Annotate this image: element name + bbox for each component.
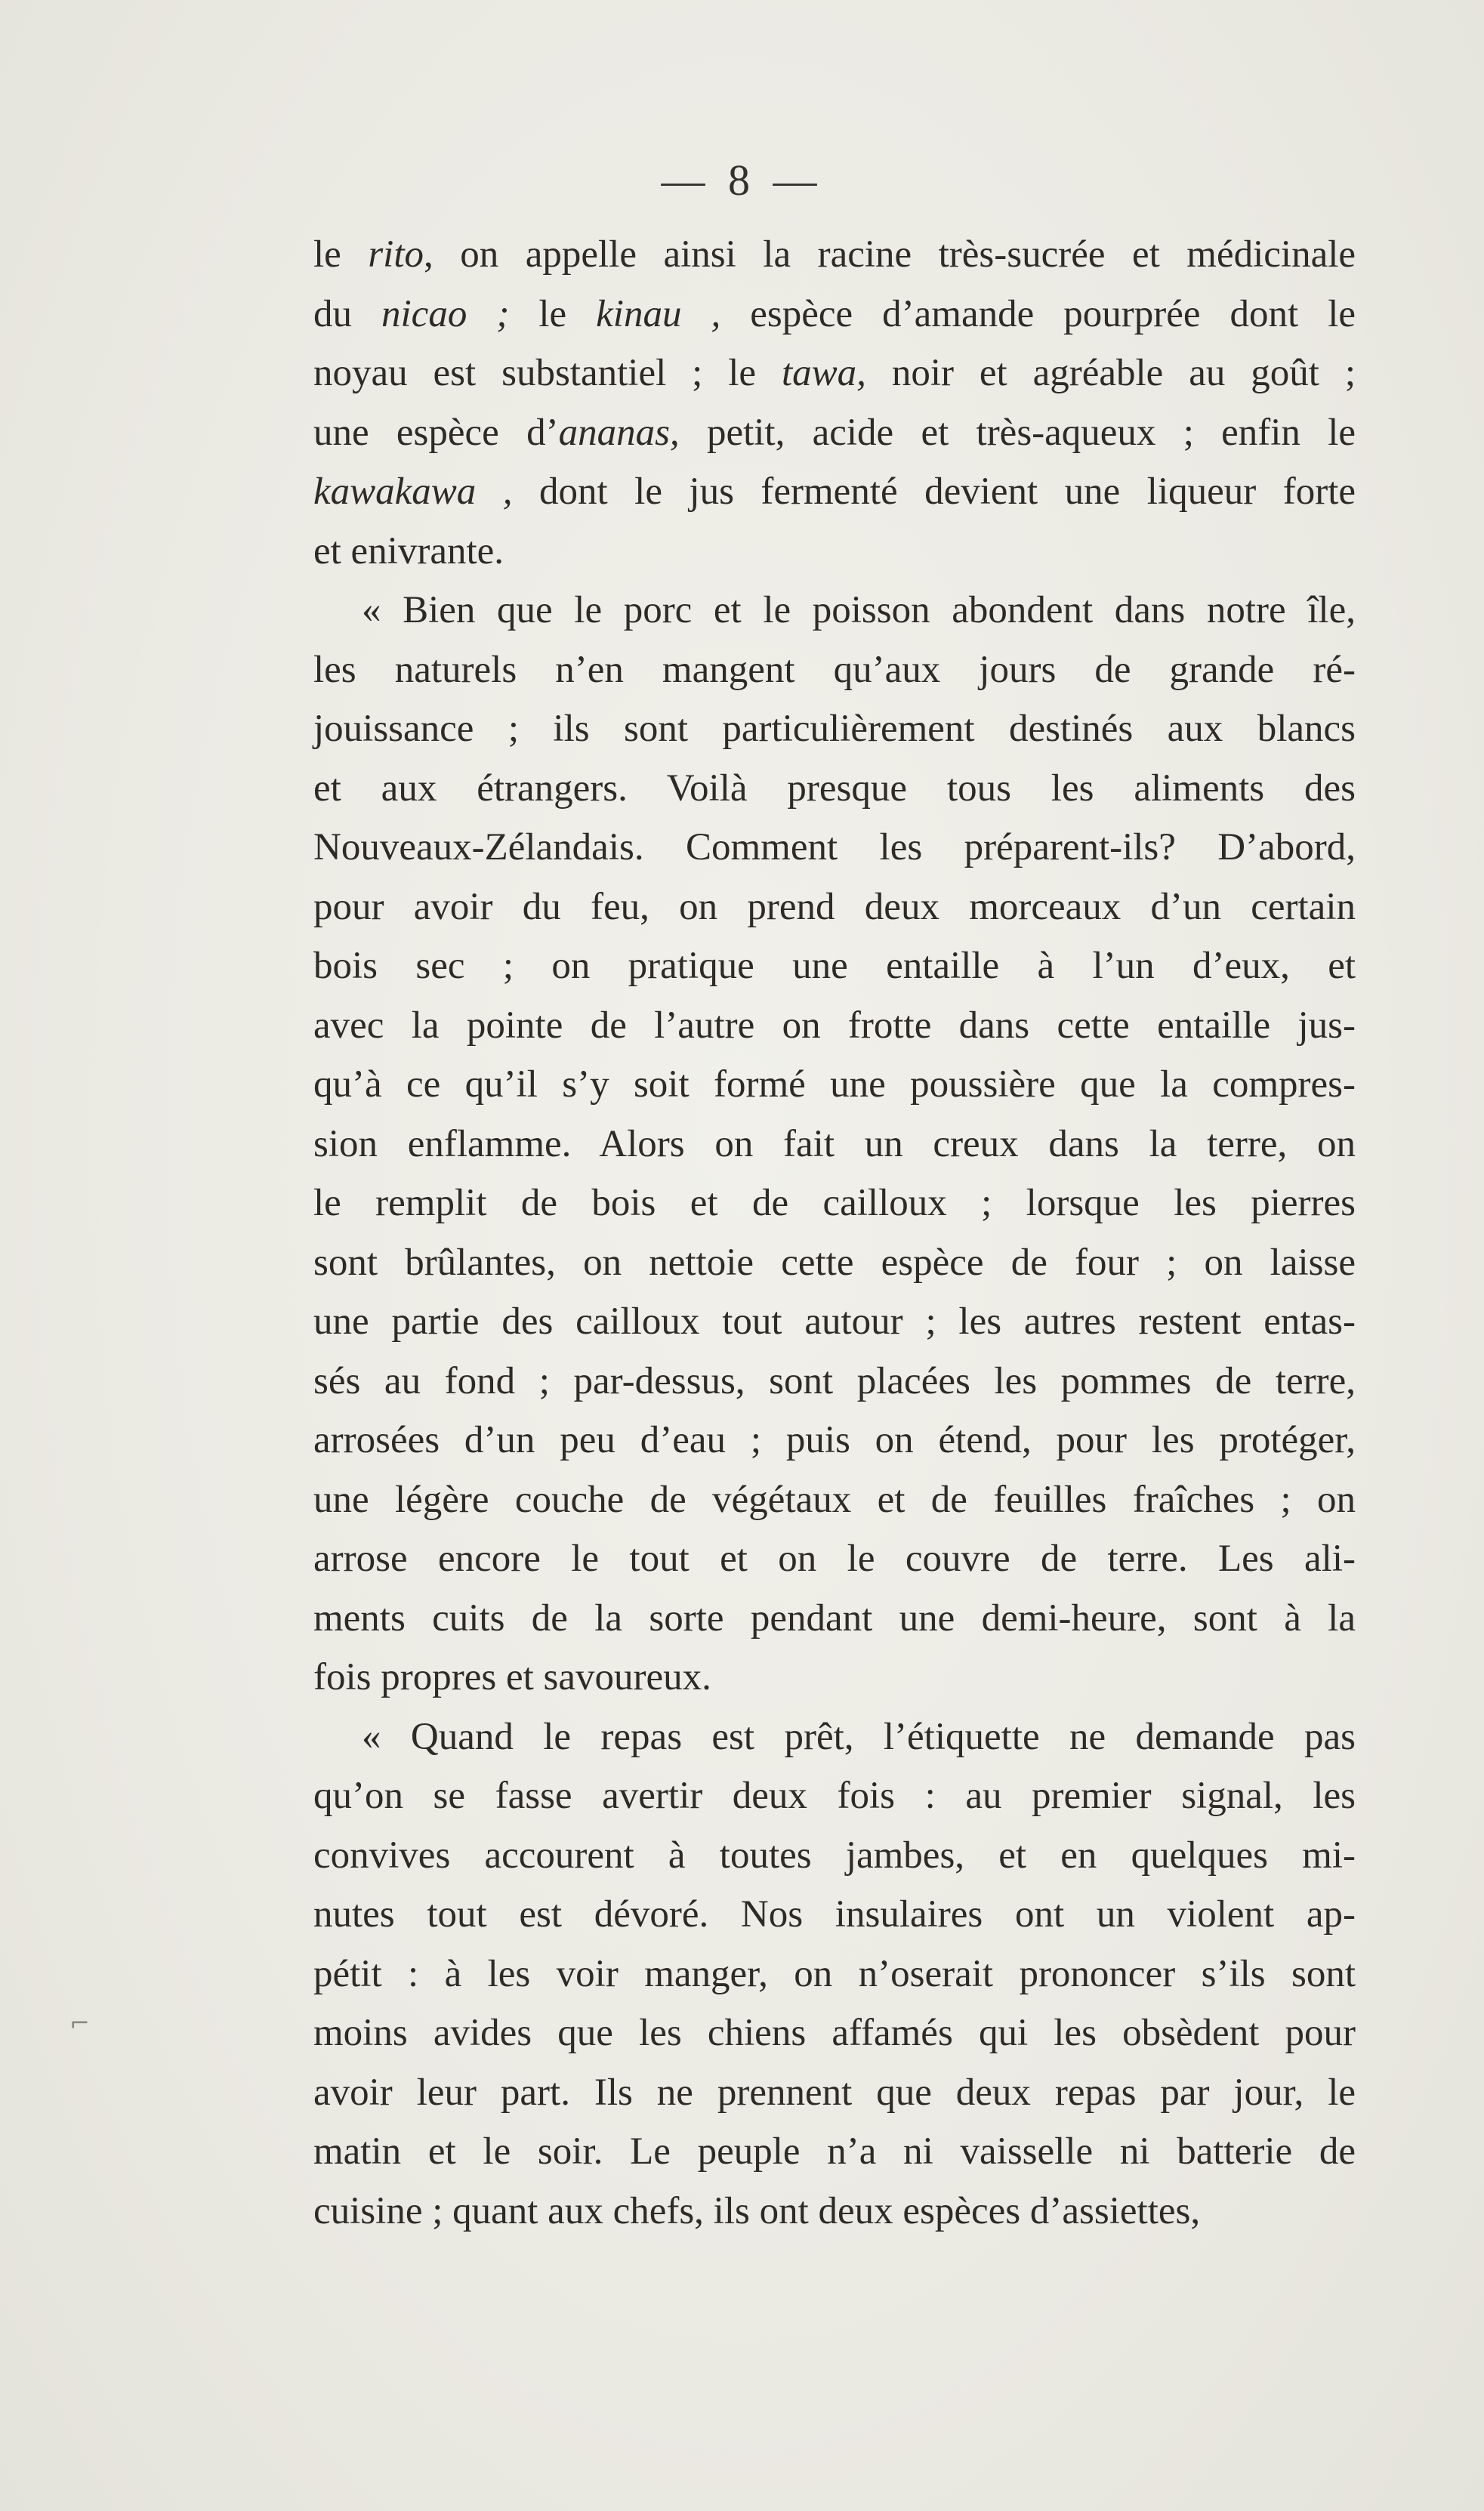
text-line bbox=[313, 1470, 1356, 1530]
text-segment: convives accourent à toutes jambes, et en quelques mi- bbox=[313, 1834, 1356, 1877]
text-segment: bois sec ; on pratique une entaille à l’un d’eux, et bbox=[313, 945, 1356, 987]
text-segment: « Bien que le porc et le poisson abondent dans notre île, bbox=[362, 589, 1356, 631]
text-line bbox=[313, 2182, 1356, 2241]
italic-term: kinau , bbox=[596, 292, 721, 335]
text-line bbox=[313, 1233, 1356, 1293]
text-line bbox=[313, 1115, 1356, 1174]
text-segment: et aux étrangers. Voilà presque tous les aliments des bbox=[313, 767, 1356, 810]
text-segment: dont le jus fermenté devient une liqueur forte bbox=[512, 470, 1356, 513]
paragraph bbox=[313, 581, 1356, 1707]
text-segment: espèce d’amande pourprée dont le bbox=[720, 292, 1356, 335]
text-segment: sion enflamme. Alors on fait un creux dans la terre, on bbox=[313, 1122, 1356, 1165]
italic-term: tawa, bbox=[781, 352, 866, 394]
paragraph bbox=[313, 1707, 1356, 2241]
text-segment: noir et agréable au goût ; bbox=[865, 352, 1356, 394]
text-line bbox=[313, 1885, 1356, 1945]
text-segment: avoir leur part. Ils ne prennent que deux repas par jour, le bbox=[313, 2071, 1356, 2114]
text-segment: petit, acide et très-aqueux ; enfin le bbox=[679, 411, 1356, 454]
text-segment: ments cuits de la sorte pendant une demi-heure, sont à la bbox=[313, 1596, 1356, 1640]
text-segment: avec la pointe de l’autre on frotte dans cette entaille jus- bbox=[313, 1004, 1356, 1047]
page-number: — 8 — bbox=[661, 156, 823, 205]
text-segment: fois propres et savoureux. bbox=[313, 1656, 711, 1698]
text-segment: arrose encore le tout et on le couvre de terre. Les ali- bbox=[313, 1538, 1356, 1580]
text-segment: matin et le soir. Le peuple n’a ni vaisselle ni batterie de bbox=[313, 2130, 1356, 2173]
text-line bbox=[313, 936, 1356, 996]
text-segment: pour avoir du feu, on prend deux morceaux d’un certain bbox=[313, 885, 1356, 928]
text-line bbox=[313, 1826, 1356, 1886]
text-segment: une légère couche de végétaux et de feuilles fraîches ; on bbox=[313, 1478, 1356, 1521]
text-segment: moins avides que les chiens affamés qui les obsèdent pour bbox=[313, 2012, 1356, 2054]
text-segment: nutes tout est dévoré. Nos insulaires ont un violent ap- bbox=[313, 1893, 1356, 1936]
text-line bbox=[313, 878, 1356, 937]
text-line bbox=[313, 759, 1356, 819]
text-line bbox=[313, 462, 1356, 522]
text-line bbox=[313, 699, 1356, 759]
text-line bbox=[313, 1055, 1356, 1115]
text-line bbox=[313, 640, 1356, 700]
text-segment: du bbox=[313, 292, 382, 335]
text-segment: une espèce d’ bbox=[313, 411, 559, 454]
text-segment: une partie des cailloux tout autour ; les autres restent entas- bbox=[313, 1300, 1356, 1343]
text-line bbox=[313, 581, 1356, 640]
text-segment: Nouveaux-Zélandais. Comment les préparent-ils? D’abord, bbox=[313, 826, 1356, 868]
text-segment: « Quand le repas est prêt, l’étiquette ne demande pas bbox=[362, 1715, 1356, 1758]
text-segment: le bbox=[313, 233, 369, 276]
text-line bbox=[313, 996, 1356, 1056]
text-line bbox=[313, 1766, 1356, 1826]
text-segment: arrosées d’un peu d’eau ; puis on étend, pour les protéger, bbox=[313, 1419, 1356, 1461]
text-line bbox=[313, 1945, 1356, 2004]
text-segment: , on appelle ainsi la racine très-sucrée et médicinale bbox=[424, 233, 1356, 276]
text-line bbox=[313, 1707, 1356, 1767]
text-segment: cuisine ; quant aux chefs, ils ont deux espèces d’assiettes, bbox=[313, 2189, 1201, 2232]
text-segment: noyau est substantiel ; le bbox=[313, 352, 782, 394]
italic-term: nicao ; bbox=[381, 292, 510, 335]
text-line bbox=[313, 1292, 1356, 1352]
text-line bbox=[313, 2063, 1356, 2123]
text-line bbox=[313, 1411, 1356, 1470]
paragraph bbox=[313, 225, 1356, 581]
text-segment: qu’à ce qu’il s’y soit formé une poussière que la compres- bbox=[313, 1063, 1356, 1106]
body-text bbox=[313, 225, 1356, 2241]
text-line bbox=[313, 1589, 1356, 1649]
text-segment: sés au fond ; par-dessus, sont placées les pommes de terre, bbox=[313, 1359, 1356, 1402]
text-segment: pétit : à les voir manger, on n’oserait prononcer s’ils sont bbox=[313, 1952, 1356, 1995]
text-line bbox=[313, 285, 1356, 344]
text-segment: le remplit de bois et de cailloux ; lorsque les pierres bbox=[313, 1182, 1356, 1224]
text-line bbox=[313, 2122, 1356, 2182]
text-segment: et enivrante. bbox=[313, 529, 504, 572]
text-line bbox=[313, 1174, 1356, 1233]
italic-term: kawakawa , bbox=[313, 470, 513, 513]
text-line bbox=[313, 1529, 1356, 1589]
text-segment: sont brûlantes, on nettoie cette espèce de four ; on laisse bbox=[313, 1241, 1356, 1284]
text-line bbox=[313, 1352, 1356, 1411]
italic-term: ananas, bbox=[558, 411, 680, 454]
text-line bbox=[313, 225, 1356, 285]
text-segment: le bbox=[509, 292, 597, 335]
text-line bbox=[313, 1648, 1356, 1707]
text-line bbox=[313, 522, 1356, 581]
italic-term: rito bbox=[368, 233, 424, 276]
text-line bbox=[313, 344, 1356, 403]
text-line bbox=[313, 818, 1356, 878]
text-line bbox=[313, 403, 1356, 463]
margin-mark: ⌐ bbox=[69, 2009, 90, 2037]
text-segment: qu’on se fasse avertir deux fois : au premier signal, les bbox=[313, 1775, 1356, 1817]
text-segment: les naturels n’en mangent qu’aux jours de grande ré- bbox=[313, 648, 1356, 691]
text-segment: jouissance ; ils sont particulièrement destinés aux blancs bbox=[313, 708, 1356, 750]
text-line bbox=[313, 2004, 1356, 2063]
